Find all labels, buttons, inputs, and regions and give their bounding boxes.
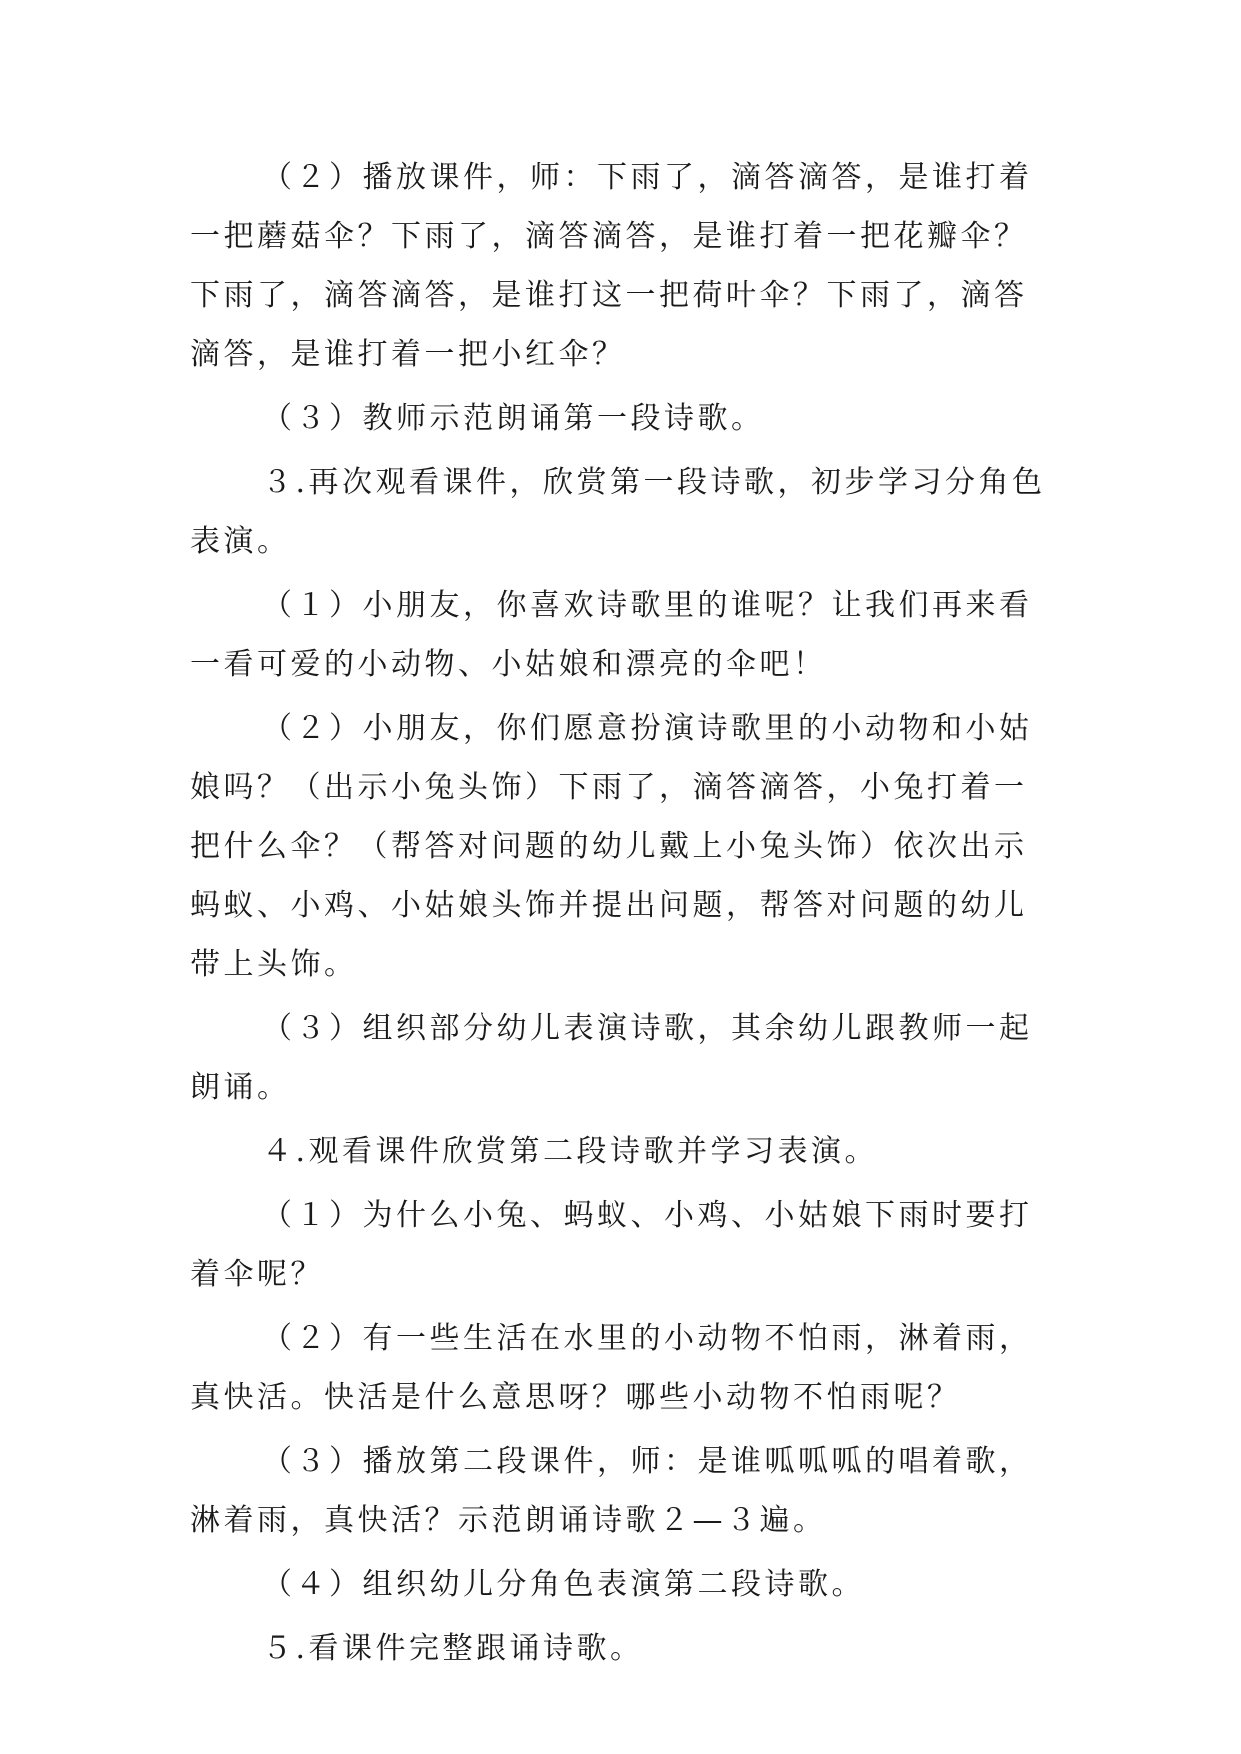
paragraph-step-4-4: （４）组织幼儿分角色表演第二段诗歌。 <box>262 1567 865 1602</box>
paragraph-step-2-3: （３）教师示范朗诵第一段诗歌。 <box>262 401 765 436</box>
document-body <box>190 148 1060 1683</box>
paragraph-step-2-2: （２）播放课件，师：下雨了，滴答滴答，是谁打着一把蘑菇伞？下雨了，滴答滴答，是谁打着一把花瓣伞？下雨了，滴答滴答，是谁打这一把荷叶伞？下雨了，滴答滴答，是谁打着一把小红伞？ <box>190 160 1033 372</box>
paragraph-step-3-2: （２）小朋友，你们愿意扮演诗歌里的小动物和小姑娘吗？（出示小兔头饰）下雨了，滴答滴答，小兔打着一把什么伞？（帮答对问题的幼儿戴上小兔头饰）依次出示蚂蚁、小鸡、小姑娘头饰并提出问题，帮答对问题的幼儿带上头饰。 <box>190 711 1033 982</box>
paragraph-step-4-2: （２）有一些生活在水里的小动物不怕雨，淋着雨，真快活。快活是什么意思呀？哪些小动物不怕雨呢？ <box>190 1321 1033 1415</box>
paragraph-step-3-3: （３）组织部分幼儿表演诗歌，其余幼儿跟教师一起朗诵。 <box>190 1011 1033 1105</box>
paragraph-step-4-1: （１）为什么小兔、蚂蚁、小鸡、小姑娘下雨时要打着伞呢？ <box>190 1198 1033 1292</box>
paragraph-step-4-3: （３）播放第二段课件，师：是谁呱呱呱的唱着歌，淋着雨，真快活？示范朗诵诗歌２—３遍。 <box>190 1444 1033 1538</box>
paragraph-step-5: ５.看课件完整跟诵诗歌。 <box>262 1631 644 1666</box>
paragraph-step-3: ３.再次观看课件，欣赏第一段诗歌，初步学习分角色表演。 <box>190 465 1046 559</box>
paragraph-step-3-1: （１）小朋友，你喜欢诗歌里的谁呢？让我们再来看一看可爱的小动物、小姑娘和漂亮的伞吧！ <box>190 588 1033 682</box>
paragraph-step-4: ４.观看课件欣赏第二段诗歌并学习表演。 <box>262 1134 879 1169</box>
